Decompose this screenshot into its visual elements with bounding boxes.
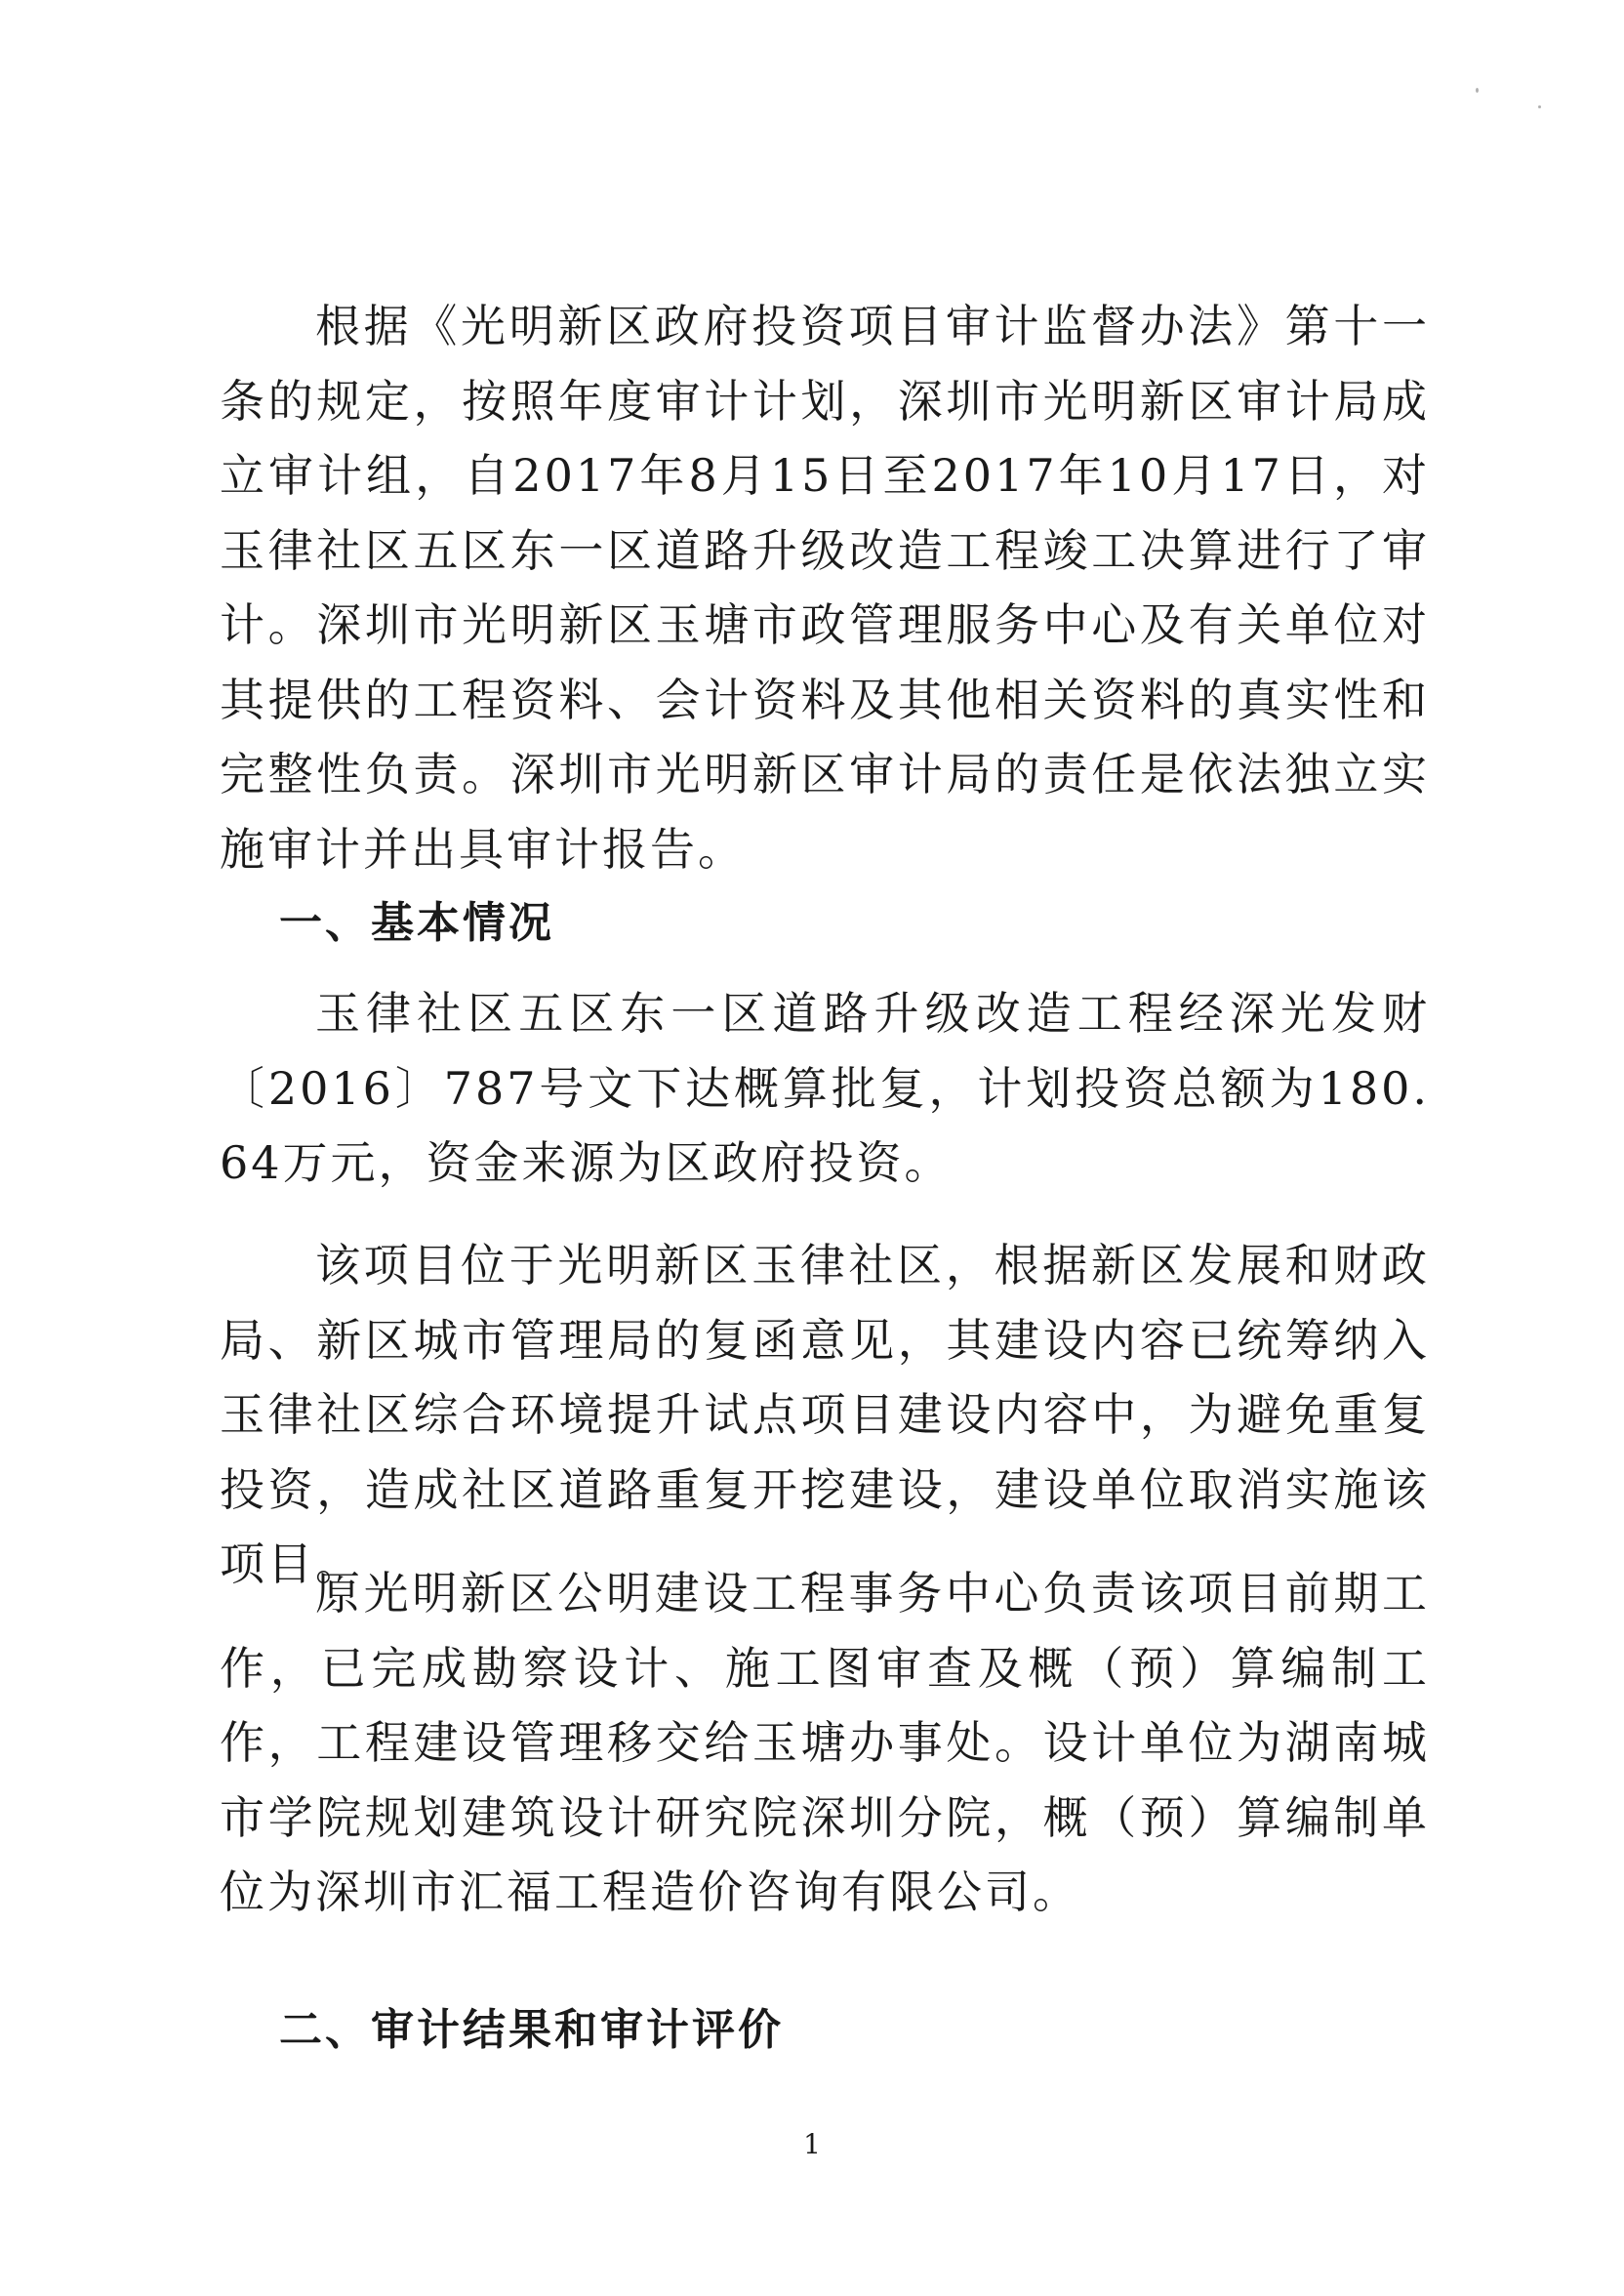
page-number: 1: [803, 2128, 821, 2160]
scan-speck: [1476, 88, 1479, 93]
basic-info-paragraph-3: 原光明新区公明建设工程事务中心负责该项目前期工作，已完成勘察设计、施工图审查及概（预）算编制工作，工程建设管理移交给玉塘办事处。设计单位为湖南城市学院规划建筑设计研究院深圳分院，概（预）算编制单位为深圳市汇福工程造价咨询有限公司。: [220, 1567, 1430, 1918]
basic-info-paragraph-1: 玉律社区五区东一区道路升级改造工程经深光发财〔2016〕787号文下达概算批复，计划投资总额为180.64万元，资金来源为区政府投资。: [220, 987, 1430, 1189]
section-heading-basic-info: 一、基本情况: [279, 898, 554, 948]
basic-info-paragraph-2: 该项目位于光明新区玉律社区，根据新区发展和财政局、新区城市管理局的复函意见，其建设内容已统筹纳入玉律社区综合环境提升试点项目建设内容中，为避免重复投资，造成社区道路重复开挖建设，建设单位取消实施该项目。: [220, 1239, 1430, 1590]
intro-paragraph: 根据《光明新区政府投资项目审计监督办法》第十一条的规定，按照年度审计计划，深圳市光明新区审计局成立审计组，自2017年8月15日至2017年10月17日，对玉律社区五区东一区道路升级改造工程竣工决算进行了审计。深圳市光明新区玉塘市政管理服务中心及有关单位对其提供的工程资料、会计资料及其他相关资料的真实性和完整性负责。深圳市光明新区审计局的责任是依法独立实施审计并出具审计报告。: [220, 300, 1430, 876]
scan-speck: [1538, 105, 1541, 108]
section-heading-audit-results: 二、审计结果和审计评价: [279, 2005, 784, 2055]
